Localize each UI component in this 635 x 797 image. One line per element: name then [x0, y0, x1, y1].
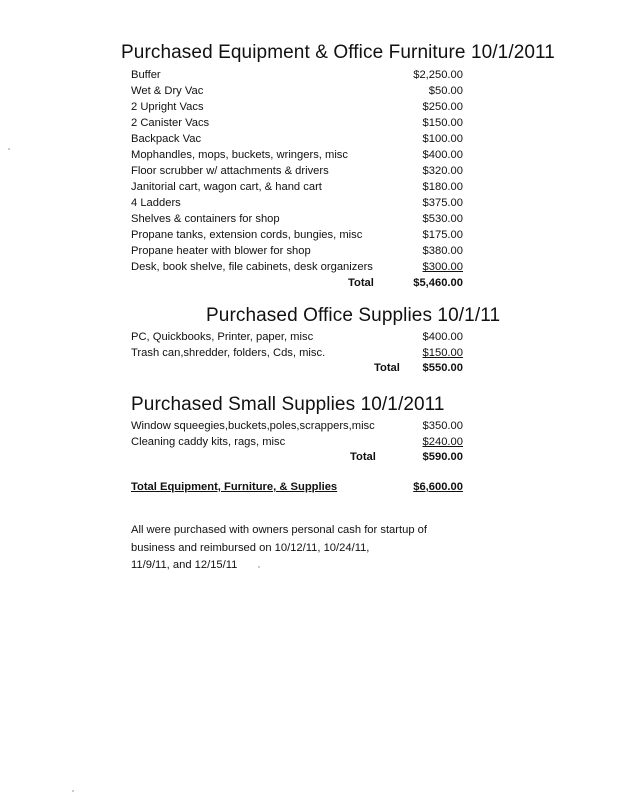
item-description: Janitorial cart, wagon cart, & hand cart: [131, 181, 322, 193]
office-section-title: Purchased Office Supplies 10/1/11: [206, 305, 501, 326]
item-description: Mophandles, mops, buckets, wringers, misc: [131, 149, 348, 161]
item-amount: $380.00: [422, 245, 463, 257]
item-amount: $240.00: [422, 436, 463, 448]
equipment-row-backpack-vac: [131, 131, 463, 147]
small-row-window-squeegies: [131, 418, 463, 434]
item-description: 4 Ladders: [131, 197, 181, 209]
small-row-cleaning-caddy: [131, 434, 463, 450]
equipment-row-buffer: [131, 67, 463, 83]
office-row-pc: [131, 329, 463, 345]
total-label: Total: [374, 362, 400, 374]
item-amount: $375.00: [422, 197, 463, 209]
equipment-row-canister-vacs: [131, 115, 463, 131]
equipment-row-propane-heater: [131, 243, 463, 259]
note-line-1: All were purchased with owners personal cash for startup of: [131, 524, 427, 536]
equipment-total-row: [131, 275, 463, 291]
small-section-title: Purchased Small Supplies 10/1/2011: [131, 394, 445, 415]
equipment-row-floor-scrubber: [131, 163, 463, 179]
item-description: 2 Upright Vacs: [131, 101, 204, 113]
equipment-row-wet-dry-vac: [131, 83, 463, 99]
total-amount: $550.00: [422, 362, 463, 374]
note-line-2: business and reimbursed on 10/12/11, 10/24/11,: [131, 541, 370, 554]
item-amount: $175.00: [422, 229, 463, 241]
item-description: Backpack Vac: [131, 133, 202, 145]
scan-speck: [258, 566, 260, 568]
item-amount: $250.00: [422, 101, 463, 113]
scan-speck: [72, 790, 74, 792]
item-amount: $300.00: [422, 261, 463, 273]
item-description: Trash can,shredder, folders, Cds, misc.: [131, 347, 326, 359]
office-total-row: [131, 360, 463, 376]
total-label: Total: [350, 451, 376, 463]
item-description: Buffer: [131, 69, 161, 81]
item-amount: $150.00: [422, 347, 463, 359]
item-description: Wet & Dry Vac: [131, 85, 204, 97]
item-description: Propane tanks, extension cords, bungies, misc: [131, 229, 363, 241]
equipment-row-janitorial-cart: [131, 179, 463, 195]
total-amount: $590.00: [422, 451, 463, 463]
total-amount: $5,460.00: [413, 277, 463, 289]
item-description: Cleaning caddy kits, rags, misc: [131, 436, 286, 448]
equipment-section-title: Purchased Equipment & Office Furniture 10/1/2011: [121, 42, 555, 63]
equipment-row-upright-vacs: [131, 99, 463, 115]
item-description: 2 Canister Vacs: [131, 117, 210, 129]
equipment-row-propane-tanks: [131, 227, 463, 243]
item-description: Desk, book shelve, file cabinets, desk organizers: [131, 261, 373, 273]
item-amount: $350.00: [422, 420, 463, 432]
total-label: Total: [348, 277, 374, 289]
scan-speck: [8, 148, 10, 150]
item-amount: $2,250.00: [413, 69, 463, 81]
item-amount: $50.00: [428, 85, 463, 97]
grand-total-row: [131, 479, 463, 495]
item-amount: $320.00: [422, 165, 463, 177]
item-description: Window squeegies,buckets,poles,scrappers,misc: [131, 420, 375, 432]
equipment-row-ladders: [131, 195, 463, 211]
item-description: Shelves & containers for shop: [131, 213, 280, 225]
equipment-row-desk: [131, 259, 463, 275]
item-amount: $150.00: [422, 117, 463, 129]
note-line-3: 11/9/11, and 12/15/11: [131, 559, 238, 571]
item-amount: $400.00: [422, 149, 463, 161]
item-amount: $530.00: [422, 213, 463, 225]
item-amount: $100.00: [422, 133, 463, 145]
office-row-trash-can: [131, 345, 463, 361]
item-amount: $400.00: [422, 331, 463, 343]
item-description: PC, Quickbooks, Printer, paper, misc: [131, 331, 314, 343]
item-description: Propane heater with blower for shop: [131, 245, 311, 257]
grand-total-label: Total Equipment, Furniture, & Supplies: [131, 481, 338, 493]
reimbursement-note: [131, 522, 461, 575]
small-total-row: [131, 449, 463, 465]
equipment-row-shelves: [131, 211, 463, 227]
equipment-row-mophandles: [131, 147, 463, 163]
item-description: Floor scrubber w/ attachments & drivers: [131, 165, 329, 177]
item-amount: $180.00: [422, 181, 463, 193]
grand-total-amount: $6,600.00: [413, 481, 463, 493]
